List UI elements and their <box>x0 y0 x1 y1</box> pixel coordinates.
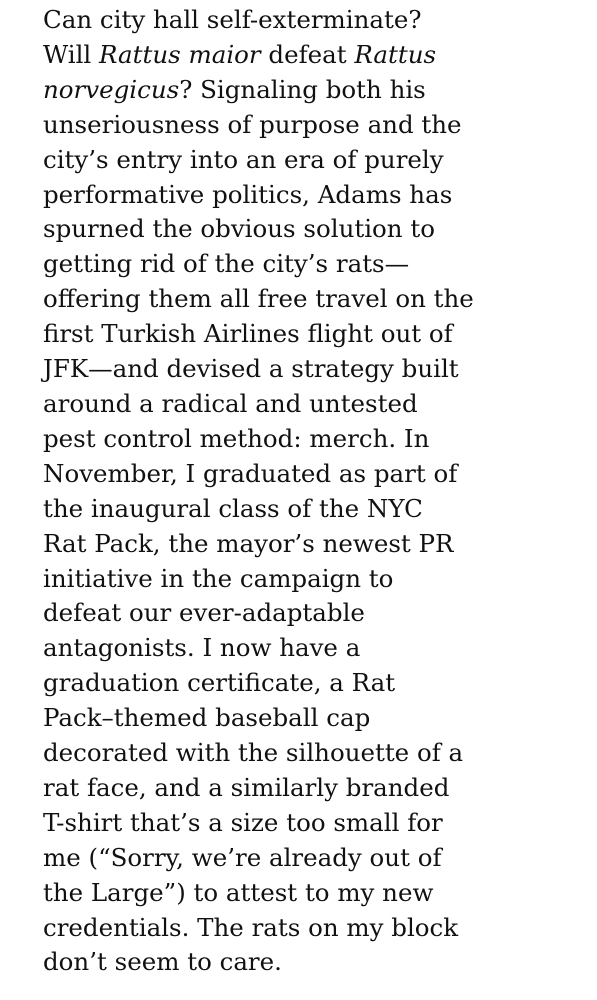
italic-term: Rattus maior <box>99 39 261 69</box>
text-line <box>43 945 583 980</box>
text-run: defeat <box>260 39 355 69</box>
text-line <box>43 771 583 806</box>
text-line <box>43 108 583 143</box>
text-line <box>43 736 583 771</box>
text-line <box>43 666 583 701</box>
text-run: getting rid of the city’s rats— <box>43 249 410 279</box>
text-run: ? Signaling both his <box>179 74 426 104</box>
text-run: T-shirt that’s a size too small for <box>43 807 443 837</box>
text-line <box>43 422 583 457</box>
text-run: the inaugural class of the NYC <box>43 493 423 523</box>
text-line <box>43 876 583 911</box>
text-line <box>43 38 583 73</box>
text-line <box>43 527 583 562</box>
text-line <box>43 911 583 946</box>
text-line <box>43 178 583 213</box>
text-run: initiative in the campaign to <box>43 563 394 593</box>
text-run: rat face, and a similarly branded <box>43 772 450 802</box>
text-run: city’s entry into an era of purely <box>43 144 444 174</box>
text-line <box>43 387 583 422</box>
text-run: pest control method: merch. In <box>43 423 430 453</box>
text-run: graduation certificate, a Rat <box>43 668 396 698</box>
text-run: the Large”) to attest to my new <box>43 877 434 907</box>
text-run: Will <box>43 39 100 69</box>
text-run: around a radical and untested <box>43 388 418 418</box>
text-run: Can city hall self-exterminate? <box>43 5 422 34</box>
text-run: credentials. The rats on my block <box>43 912 459 942</box>
text-run: spurned the obvious solution to <box>43 214 435 244</box>
text-line <box>43 282 583 317</box>
text-run: me (“Sorry, we’re already out of <box>43 842 442 872</box>
text-run: don’t seem to care. <box>43 947 282 977</box>
text-run: defeat our ever-adaptable <box>43 598 365 628</box>
text-line <box>43 247 583 282</box>
text-line <box>43 492 583 527</box>
text-line <box>43 701 583 736</box>
text-run: offering them all free travel on the <box>43 284 474 314</box>
text-line <box>43 631 583 666</box>
text-run: JFK—and devised a strategy built <box>43 354 459 384</box>
text-line <box>43 317 583 352</box>
text-line <box>43 841 583 876</box>
text-line <box>43 596 583 631</box>
text-line <box>43 457 583 492</box>
text-line <box>43 73 583 108</box>
article-paragraph <box>43 3 583 980</box>
text-run: Pack–themed baseball cap <box>43 703 371 733</box>
italic-term: norvegicus <box>43 74 180 104</box>
text-run: antagonists. I now have a <box>43 633 361 663</box>
text-run: November, I graduated as part of <box>43 458 458 488</box>
text-line <box>43 806 583 841</box>
text-run: performative politics, Adams has <box>43 179 453 209</box>
text-run: unseriousness of purpose and the <box>43 109 462 139</box>
text-run: Rat Pack, the mayor’s newest PR <box>43 528 454 558</box>
text-run: first Turkish Airlines flight out of <box>43 319 453 349</box>
text-line <box>43 562 583 597</box>
text-line <box>43 212 583 247</box>
italic-term: Rattus <box>354 39 437 69</box>
text-line <box>43 3 583 38</box>
text-line <box>43 143 583 178</box>
text-line <box>43 352 583 387</box>
text-run: decorated with the silhouette of a <box>43 738 464 768</box>
